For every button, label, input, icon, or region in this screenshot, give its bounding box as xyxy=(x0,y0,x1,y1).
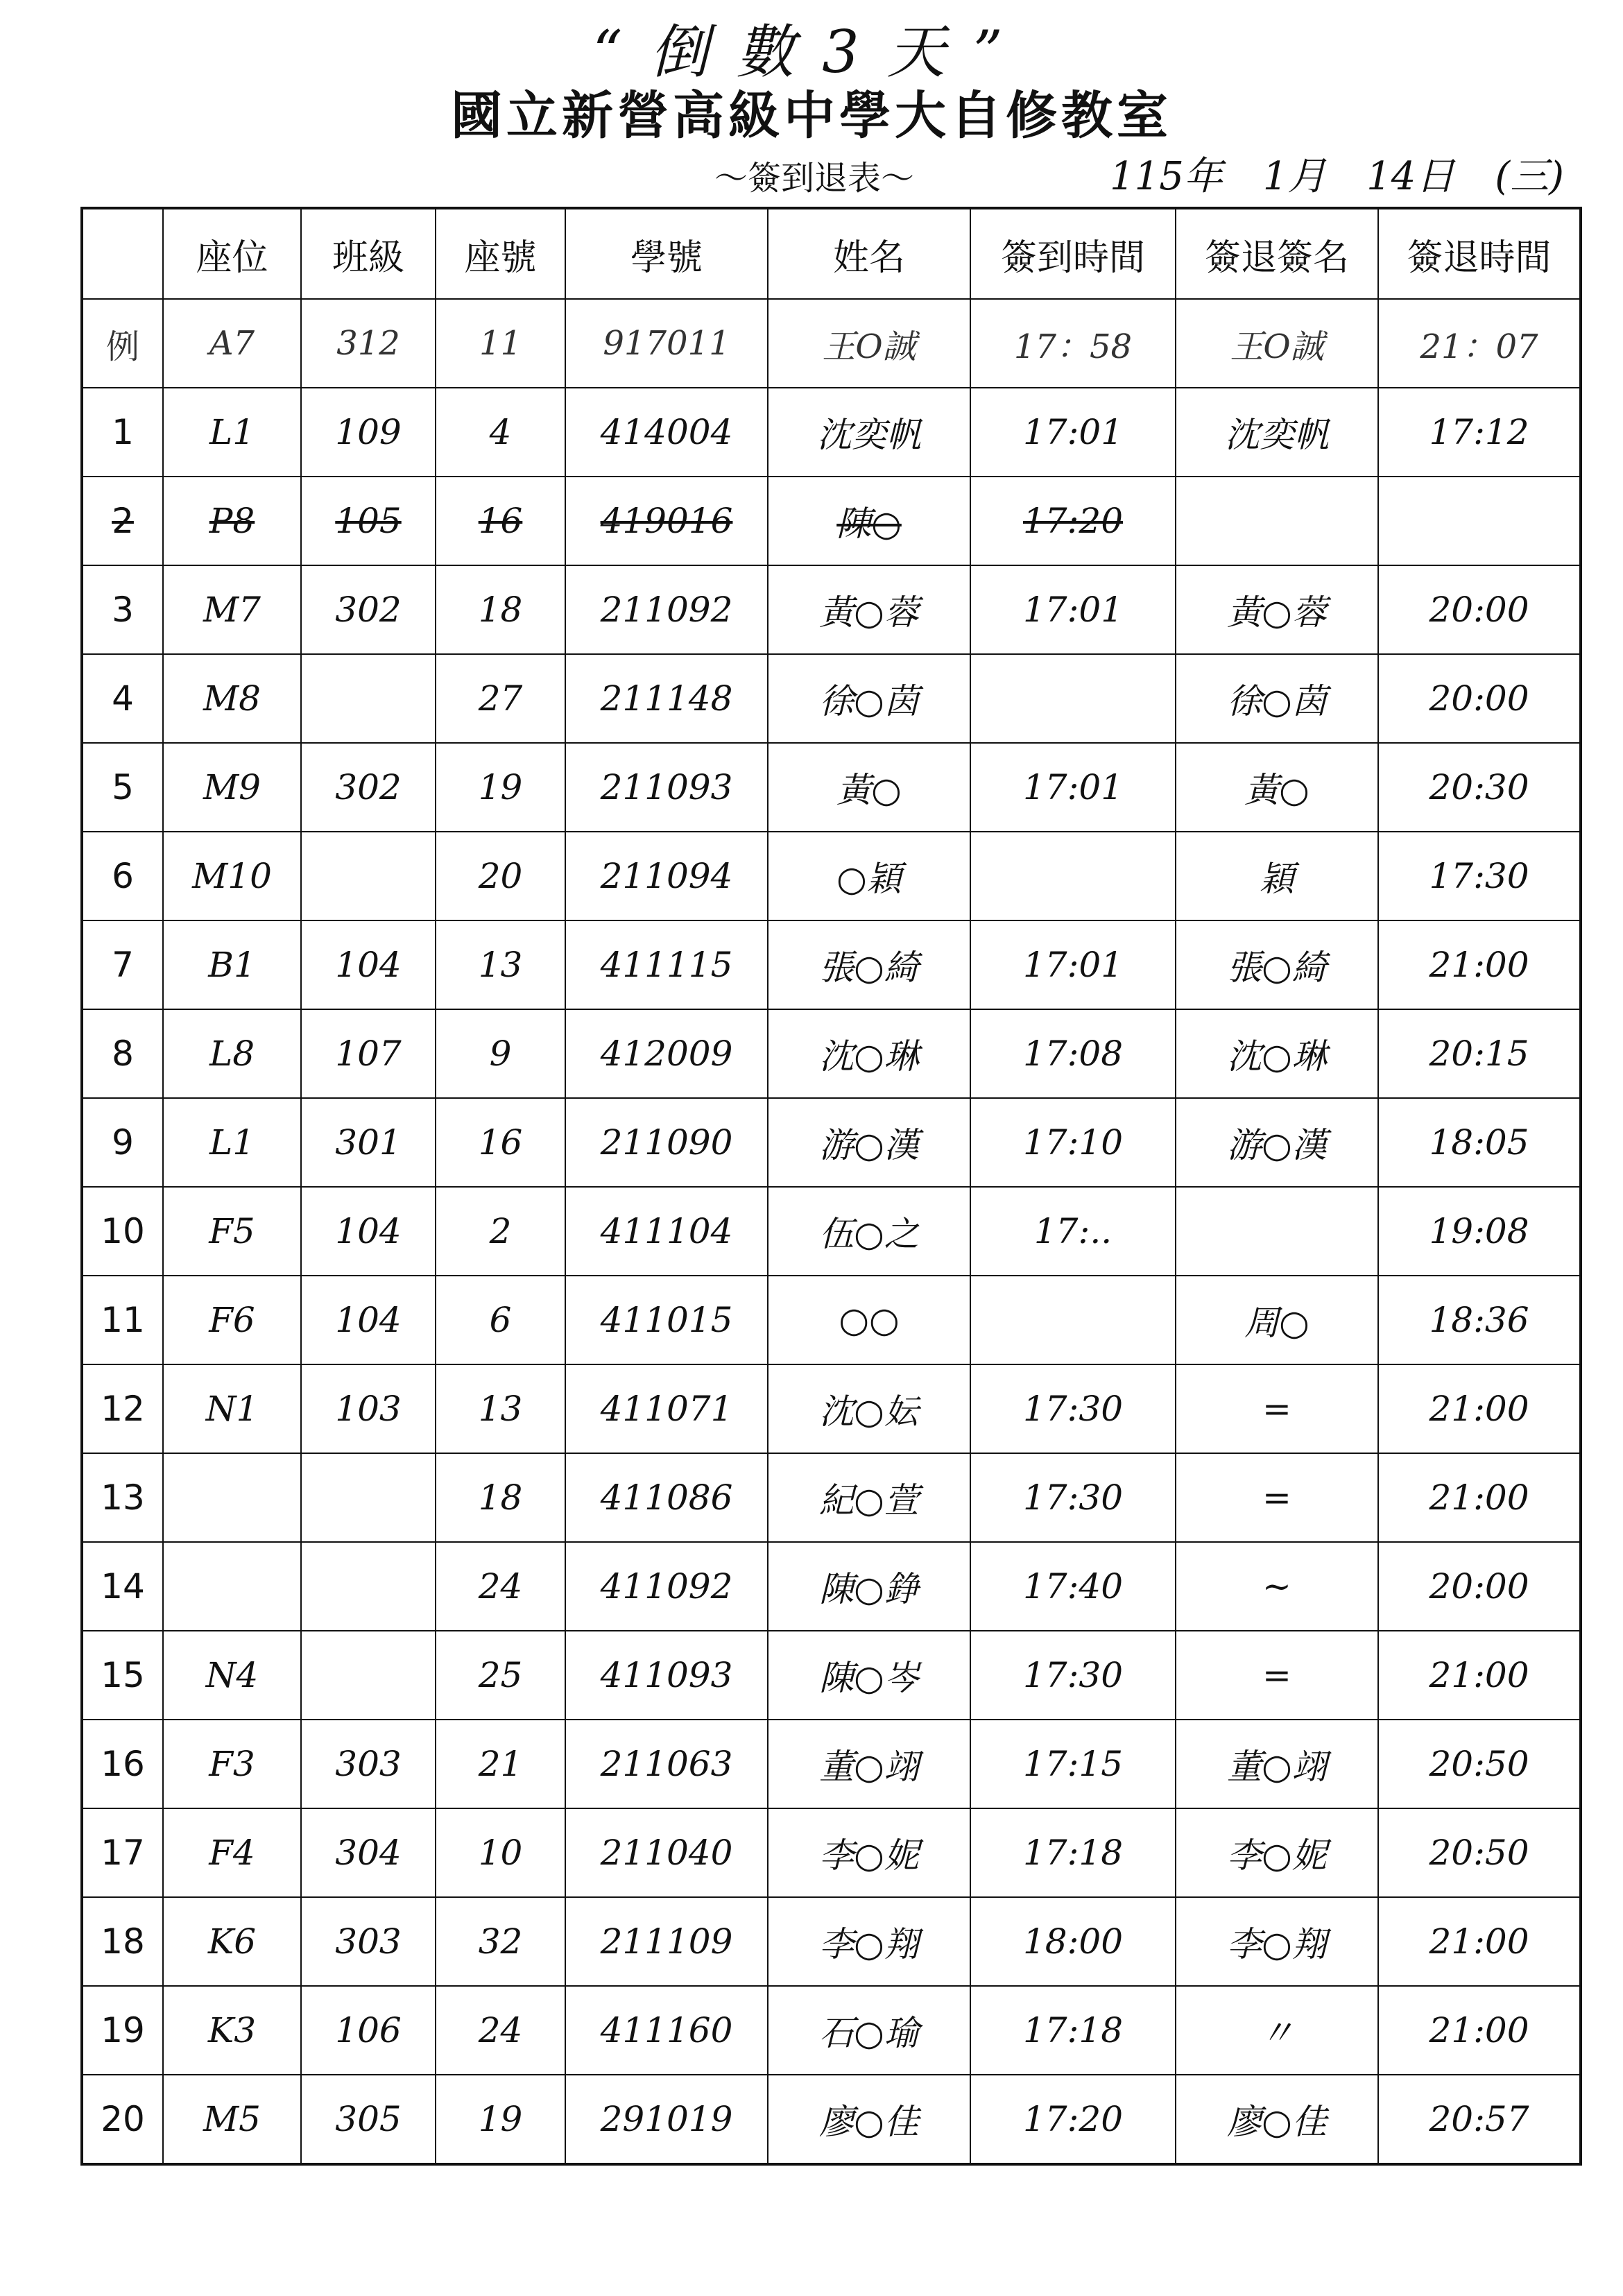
cell-seat-number: 24 xyxy=(436,1986,565,2075)
header-row xyxy=(82,208,1581,299)
row-number: 20 xyxy=(82,2075,163,2164)
column-header-seat: 座位 xyxy=(163,208,301,299)
cell-sign-out-signature: 穎 xyxy=(1176,832,1378,920)
cell-student-id: 419016 xyxy=(565,477,768,565)
cell-sign-in-time: 17:18 xyxy=(970,1986,1176,2075)
cell-class xyxy=(301,1631,436,1720)
sign-in-table xyxy=(80,207,1582,2166)
cell-name: 陳○岑 xyxy=(768,1631,970,1720)
cell-student-id: 411115 xyxy=(565,920,768,1009)
cell-name: 伍○之 xyxy=(768,1187,970,1276)
cell-sign-out-signature: 張○綺 xyxy=(1176,920,1378,1009)
date-month: 1月 xyxy=(1262,154,1327,199)
cell-sign-in-time: 17:30 xyxy=(970,1453,1176,1542)
column-header-student-id: 學號 xyxy=(565,208,768,299)
cell-seat xyxy=(163,1542,301,1631)
cell-name: 廖○佳 xyxy=(768,2075,970,2164)
cell-class xyxy=(301,654,436,743)
date-day: 14日 xyxy=(1366,154,1455,199)
cell-name: 黃○蓉 xyxy=(768,565,970,654)
cell-sign-out-signature: = xyxy=(1176,1364,1378,1453)
cell-sign-out-time: 18:36 xyxy=(1378,1276,1581,1364)
cell-sign-out-signature: = xyxy=(1176,1453,1378,1542)
cell-seat-number: 27 xyxy=(436,654,565,743)
cell-seat-number: 16 xyxy=(436,477,565,565)
column-header-name: 姓名 xyxy=(768,208,970,299)
row-number: 19 xyxy=(82,1986,163,2075)
row-number: 10 xyxy=(82,1187,163,1276)
row-number: 17 xyxy=(82,1808,163,1897)
row-number: 11 xyxy=(82,1276,163,1364)
row-number: 9 xyxy=(82,1098,163,1187)
cell-seat: F4 xyxy=(163,1808,301,1897)
cell-seat-number: 18 xyxy=(436,1453,565,1542)
cell-sign-out-signature: 游○漢 xyxy=(1176,1098,1378,1187)
table-row xyxy=(82,1986,1581,2075)
table-row xyxy=(82,1364,1581,1453)
cell-seat: L1 xyxy=(163,1098,301,1187)
row-number: 8 xyxy=(82,1009,163,1098)
table-row xyxy=(82,1009,1581,1098)
cell-seat xyxy=(163,1453,301,1542)
cell-sign-out-signature: 沈奕帆 xyxy=(1176,388,1378,477)
example-cell-name: 王O誠 xyxy=(768,299,970,388)
cell-sign-out-time: 21:00 xyxy=(1378,1986,1581,2075)
cell-sign-in-time: 17:40 xyxy=(970,1542,1176,1631)
form-subtitle: ～簽到退表～ xyxy=(714,159,915,198)
cell-sign-in-time: 17:01 xyxy=(970,920,1176,1009)
cell-class: 104 xyxy=(301,1276,436,1364)
cell-sign-out-signature: 董○翊 xyxy=(1176,1720,1378,1808)
table-row xyxy=(82,565,1581,654)
cell-sign-out-time: 17:12 xyxy=(1378,388,1581,477)
cell-seat-number: 16 xyxy=(436,1098,565,1187)
table-row xyxy=(82,1897,1581,1986)
cell-sign-in-time xyxy=(970,832,1176,920)
cell-sign-in-time: 17:18 xyxy=(970,1808,1176,1897)
cell-student-id: 211093 xyxy=(565,743,768,832)
cell-seat-number: 19 xyxy=(436,2075,565,2164)
table-row xyxy=(82,1808,1581,1897)
cell-sign-out-signature: 徐○茵 xyxy=(1176,654,1378,743)
cell-student-id: 291019 xyxy=(565,2075,768,2164)
column-header-class: 班級 xyxy=(301,208,436,299)
cell-name: 陳○ xyxy=(768,477,970,565)
cell-sign-in-time xyxy=(970,1276,1176,1364)
example-cell-sign-out-time: 21：07 xyxy=(1378,299,1581,388)
cell-sign-out-time: 18:05 xyxy=(1378,1098,1581,1187)
cell-class: 104 xyxy=(301,1187,436,1276)
cell-sign-out-time: 20:00 xyxy=(1378,565,1581,654)
cell-sign-out-signature: = xyxy=(1176,1631,1378,1720)
row-number: 2 xyxy=(82,477,163,565)
cell-name: 徐○茵 xyxy=(768,654,970,743)
cell-seat: M7 xyxy=(163,565,301,654)
cell-seat-number: 4 xyxy=(436,388,565,477)
cell-class xyxy=(301,1453,436,1542)
table-row xyxy=(82,1453,1581,1542)
cell-student-id: 411093 xyxy=(565,1631,768,1720)
row-number: 1 xyxy=(82,388,163,477)
column-header-row-number xyxy=(82,208,163,299)
cell-seat: F6 xyxy=(163,1276,301,1364)
cell-seat: M9 xyxy=(163,743,301,832)
cell-sign-in-time: 17:30 xyxy=(970,1631,1176,1720)
row-number: 15 xyxy=(82,1631,163,1720)
cell-student-id: 211040 xyxy=(565,1808,768,1897)
cell-seat: L1 xyxy=(163,388,301,477)
cell-sign-out-time: 20:00 xyxy=(1378,654,1581,743)
cell-name: ○穎 xyxy=(768,832,970,920)
cell-class: 105 xyxy=(301,477,436,565)
cell-class: 302 xyxy=(301,565,436,654)
cell-class: 106 xyxy=(301,1986,436,2075)
table-row xyxy=(82,1631,1581,1720)
column-header-sign-in-time: 簽到時間 xyxy=(970,208,1176,299)
cell-student-id: 211148 xyxy=(565,654,768,743)
cell-class: 109 xyxy=(301,388,436,477)
cell-name: ○○ xyxy=(768,1276,970,1364)
example-cell-seat: A7 xyxy=(163,299,301,388)
cell-name: 沈○妘 xyxy=(768,1364,970,1453)
cell-seat: N1 xyxy=(163,1364,301,1453)
cell-student-id: 211090 xyxy=(565,1098,768,1187)
cell-seat: F5 xyxy=(163,1187,301,1276)
cell-seat-number: 9 xyxy=(436,1009,565,1098)
table-row xyxy=(82,1187,1581,1276)
cell-sign-in-time: 17:15 xyxy=(970,1720,1176,1808)
table-row xyxy=(82,743,1581,832)
cell-sign-out-time: 21:00 xyxy=(1378,1897,1581,1986)
cell-student-id: 211063 xyxy=(565,1720,768,1808)
cell-student-id: 411160 xyxy=(565,1986,768,2075)
cell-sign-out-signature: ~ xyxy=(1176,1542,1378,1631)
cell-sign-out-signature: 黃○ xyxy=(1176,743,1378,832)
cell-seat-number: 19 xyxy=(436,743,565,832)
cell-student-id: 411015 xyxy=(565,1276,768,1364)
cell-sign-in-time: 17:.. xyxy=(970,1187,1176,1276)
cell-class: 304 xyxy=(301,1808,436,1897)
cell-student-id: 412009 xyxy=(565,1009,768,1098)
cell-name: 沈○琳 xyxy=(768,1009,970,1098)
row-number: 13 xyxy=(82,1453,163,1542)
table-row xyxy=(82,1542,1581,1631)
cell-student-id: 411104 xyxy=(565,1187,768,1276)
cell-sign-out-time: 20:15 xyxy=(1378,1009,1581,1098)
cell-seat-number: 18 xyxy=(436,565,565,654)
cell-class: 303 xyxy=(301,1897,436,1986)
cell-class: 305 xyxy=(301,2075,436,2164)
cell-sign-out-signature: 黃○蓉 xyxy=(1176,565,1378,654)
cell-name: 陳○錚 xyxy=(768,1542,970,1631)
cell-sign-out-signature: 李○妮 xyxy=(1176,1808,1378,1897)
cell-sign-out-time: 21:00 xyxy=(1378,1453,1581,1542)
table-row xyxy=(82,920,1581,1009)
cell-name: 董○翊 xyxy=(768,1720,970,1808)
form-date xyxy=(1110,146,1592,201)
cell-name: 石○瑜 xyxy=(768,1986,970,2075)
cell-name: 張○綺 xyxy=(768,920,970,1009)
cell-name: 紀○萱 xyxy=(768,1453,970,1542)
cell-student-id: 211094 xyxy=(565,832,768,920)
table-row xyxy=(82,832,1581,920)
example-cell-class: 312 xyxy=(301,299,436,388)
table-row xyxy=(82,388,1581,477)
cell-sign-out-time: 19:08 xyxy=(1378,1187,1581,1276)
row-number: 5 xyxy=(82,743,163,832)
cell-sign-out-time: 17:30 xyxy=(1378,832,1581,920)
cell-seat: F3 xyxy=(163,1720,301,1808)
table-row xyxy=(82,477,1581,565)
cell-sign-out-time: 20:57 xyxy=(1378,2075,1581,2164)
cell-seat-number: 21 xyxy=(436,1720,565,1808)
row-number: 4 xyxy=(82,654,163,743)
example-cell-student-id: 917011 xyxy=(565,299,768,388)
cell-class xyxy=(301,832,436,920)
cell-seat: B1 xyxy=(163,920,301,1009)
cell-sign-out-signature: 廖○佳 xyxy=(1176,2075,1378,2164)
cell-sign-out-time: 21:00 xyxy=(1378,1364,1581,1453)
column-header-sign-out-signature: 簽退簽名 xyxy=(1176,208,1378,299)
cell-sign-out-signature: 李○翔 xyxy=(1176,1897,1378,1986)
cell-name: 李○妮 xyxy=(768,1808,970,1897)
cell-sign-in-time: 17:10 xyxy=(970,1098,1176,1187)
cell-sign-out-time: 21:00 xyxy=(1378,920,1581,1009)
cell-class: 104 xyxy=(301,920,436,1009)
cell-name: 游○漢 xyxy=(768,1098,970,1187)
date-weekday: (三) xyxy=(1495,154,1564,199)
table-row xyxy=(82,654,1581,743)
row-number: 18 xyxy=(82,1897,163,1986)
cell-student-id: 411071 xyxy=(565,1364,768,1453)
cell-class: 303 xyxy=(301,1720,436,1808)
cell-student-id: 211109 xyxy=(565,1897,768,1986)
example-row xyxy=(82,299,1581,388)
cell-seat: M5 xyxy=(163,2075,301,2164)
cell-sign-out-time: 20:00 xyxy=(1378,1542,1581,1631)
cell-student-id: 411092 xyxy=(565,1542,768,1631)
cell-seat-number: 32 xyxy=(436,1897,565,1986)
row-number: 16 xyxy=(82,1720,163,1808)
row-number: 14 xyxy=(82,1542,163,1631)
cell-seat: N4 xyxy=(163,1631,301,1720)
cell-seat-number: 20 xyxy=(436,832,565,920)
cell-sign-out-time xyxy=(1378,477,1581,565)
column-header-seat-number: 座號 xyxy=(436,208,565,299)
cell-seat-number: 10 xyxy=(436,1808,565,1897)
page-title: 國立新營高級中學大自修教室 xyxy=(451,86,1172,146)
cell-sign-out-signature: 周○ xyxy=(1176,1276,1378,1364)
cell-sign-out-signature: 沈○琳 xyxy=(1176,1009,1378,1098)
cell-sign-in-time: 17:08 xyxy=(970,1009,1176,1098)
cell-seat-number: 2 xyxy=(436,1187,565,1276)
cell-sign-out-signature xyxy=(1176,477,1378,565)
cell-sign-in-time: 17:30 xyxy=(970,1364,1176,1453)
cell-sign-out-time: 20:30 xyxy=(1378,743,1581,832)
table-row xyxy=(82,1276,1581,1364)
example-cell-row-number: 例 xyxy=(82,299,163,388)
table-row xyxy=(82,1720,1581,1808)
cell-class: 107 xyxy=(301,1009,436,1098)
cell-name: 沈奕帆 xyxy=(768,388,970,477)
cell-class: 103 xyxy=(301,1364,436,1453)
row-number: 3 xyxy=(82,565,163,654)
row-number: 7 xyxy=(82,920,163,1009)
cell-sign-in-time: 17:20 xyxy=(970,477,1176,565)
cell-student-id: 414004 xyxy=(565,388,768,477)
handwritten-banner: “倒數3天” xyxy=(592,18,1031,86)
cell-name: 黃○ xyxy=(768,743,970,832)
cell-class xyxy=(301,1542,436,1631)
cell-seat: M8 xyxy=(163,654,301,743)
cell-sign-in-time: 17:01 xyxy=(970,565,1176,654)
cell-seat: K3 xyxy=(163,1986,301,2075)
cell-seat: M10 xyxy=(163,832,301,920)
cell-name: 李○翔 xyxy=(768,1897,970,1986)
cell-class: 301 xyxy=(301,1098,436,1187)
row-number: 6 xyxy=(82,832,163,920)
cell-seat-number: 6 xyxy=(436,1276,565,1364)
cell-seat-number: 13 xyxy=(436,920,565,1009)
table-row xyxy=(82,2075,1581,2164)
cell-seat-number: 25 xyxy=(436,1631,565,1720)
cell-seat: L8 xyxy=(163,1009,301,1098)
cell-sign-out-time: 21:00 xyxy=(1378,1631,1581,1720)
cell-sign-in-time xyxy=(970,654,1176,743)
cell-sign-out-signature: 〃 xyxy=(1176,1986,1378,2075)
example-cell-sign-out-signature: 王O誠 xyxy=(1176,299,1378,388)
cell-seat: P8 xyxy=(163,477,301,565)
cell-sign-in-time: 17:01 xyxy=(970,743,1176,832)
cell-sign-out-signature xyxy=(1176,1187,1378,1276)
table-row xyxy=(82,1098,1581,1187)
cell-sign-in-time: 17:20 xyxy=(970,2075,1176,2164)
date-year: 115年 xyxy=(1110,154,1223,199)
cell-sign-out-time: 20:50 xyxy=(1378,1808,1581,1897)
cell-student-id: 211092 xyxy=(565,565,768,654)
cell-seat-number: 24 xyxy=(436,1542,565,1631)
cell-class: 302 xyxy=(301,743,436,832)
cell-student-id: 411086 xyxy=(565,1453,768,1542)
row-number: 12 xyxy=(82,1364,163,1453)
cell-sign-in-time: 18:00 xyxy=(970,1897,1176,1986)
cell-sign-out-time: 20:50 xyxy=(1378,1720,1581,1808)
example-cell-sign-in-time: 17：58 xyxy=(970,299,1176,388)
example-cell-seat-number: 11 xyxy=(436,299,565,388)
cell-seat: K6 xyxy=(163,1897,301,1986)
cell-sign-in-time: 17:01 xyxy=(970,388,1176,477)
column-header-sign-out-time: 簽退時間 xyxy=(1378,208,1581,299)
cell-seat-number: 13 xyxy=(436,1364,565,1453)
